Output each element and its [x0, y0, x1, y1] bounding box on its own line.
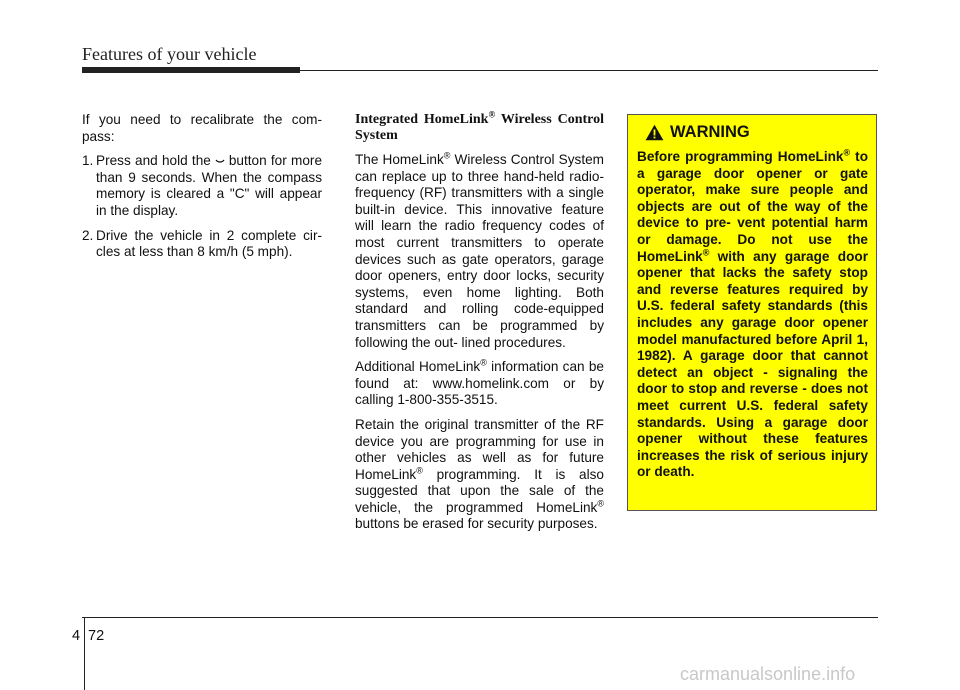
watermark-text: carmanualsonline.info	[680, 664, 856, 684]
registered-mark: ®	[488, 109, 496, 120]
page-number: 72	[88, 628, 105, 644]
footer-rule	[82, 617, 878, 618]
step-1	[82, 153, 322, 219]
heading-text-rest: Wireless Control System	[355, 112, 604, 143]
section-heading	[355, 109, 604, 144]
warning-triangle-icon	[645, 124, 664, 141]
paragraph-3	[355, 417, 604, 533]
registered-mark: ®	[843, 147, 851, 158]
paragraph-2	[355, 359, 604, 409]
step-text-after: button for more than 9 seconds. When the compass memory is cleared a "C" will appear in the display.	[96, 153, 323, 218]
heading-text: Integrated HomeLink	[355, 112, 489, 127]
paragraph-1	[355, 152, 604, 351]
step-2	[82, 228, 322, 261]
step-number: 2.	[82, 227, 94, 243]
step-text-before: Press and hold the	[96, 153, 211, 169]
p3-text-mid: programming. It is also suggested that upon the sale of the vehicle, the programmed HomeLink	[355, 466, 604, 515]
registered-mark: ®	[702, 247, 710, 258]
p3-text-rest: buttons be erased for security purposes.	[355, 516, 598, 532]
arc-icon	[213, 154, 227, 165]
warning-text-3: with any garage door opener that lacks the safety stop and reverse features required by U.S. federal safety standards (this includes any garage door opener model manufactured before April 1, 1982). A garage door that cannot detect an object - signaling the door to stop and reverse - does not meet current U.S. federal safety standards. Using a garage door opener without these features increases the risk of serious injury or death.	[637, 248, 868, 480]
page-header-title: Features of your vehicle	[82, 44, 257, 64]
header-bar	[82, 67, 300, 73]
left-column	[82, 112, 322, 269]
registered-mark: ®	[597, 498, 604, 509]
p2-text-rest: information can be found at: www.homelink.com or by calling 1-800-355-3515.	[355, 359, 604, 408]
registered-mark: ®	[480, 357, 487, 368]
warning-text	[637, 149, 868, 481]
warning-text-1: Before programming HomeLink	[637, 149, 844, 164]
step-number: 1.	[82, 153, 94, 169]
recalibrate-intro: If you need to recalibrate the com- pass:	[82, 112, 322, 144]
step-text: Drive the vehicle in 2 complete cir- cles at less than 8 km/h (5 mph).	[96, 227, 322, 260]
p3-text: Retain the original transmitter of the RF device you are programming for use in other vehicles as well as for future HomeLink	[355, 416, 604, 482]
p2-text: Additional HomeLink	[355, 359, 481, 375]
warning-box	[627, 114, 877, 511]
p1-text-rest: Wireless Control System can replace up to three hand-held radio-frequency (RF) transmitters with a single built-in device. This innovative feature will learn the radio frequency codes of most current transmitters to operate devices such as gate operators, garage door openers, entry door locks, security systems, even home lighting. Both standard and rolling code-equipped transmitters can be programmed by following the out- lined procedures.	[355, 152, 604, 350]
warning-text-2: to a garage door opener or gate operator, make sure people and objects are out of the way of the device to pre- vent potential harm or damage. Do not use the HomeLink	[637, 149, 869, 264]
warning-title: WARNING	[670, 123, 750, 141]
middle-column	[355, 109, 604, 541]
header-rule	[300, 70, 878, 71]
registered-mark: ®	[443, 150, 451, 161]
registered-mark: ®	[416, 465, 423, 476]
chapter-number: 4	[72, 628, 81, 644]
p1-text: The HomeLink	[355, 152, 444, 167]
step-text	[96, 153, 322, 219]
warning-header	[645, 123, 868, 142]
footer-divider	[84, 617, 85, 690]
